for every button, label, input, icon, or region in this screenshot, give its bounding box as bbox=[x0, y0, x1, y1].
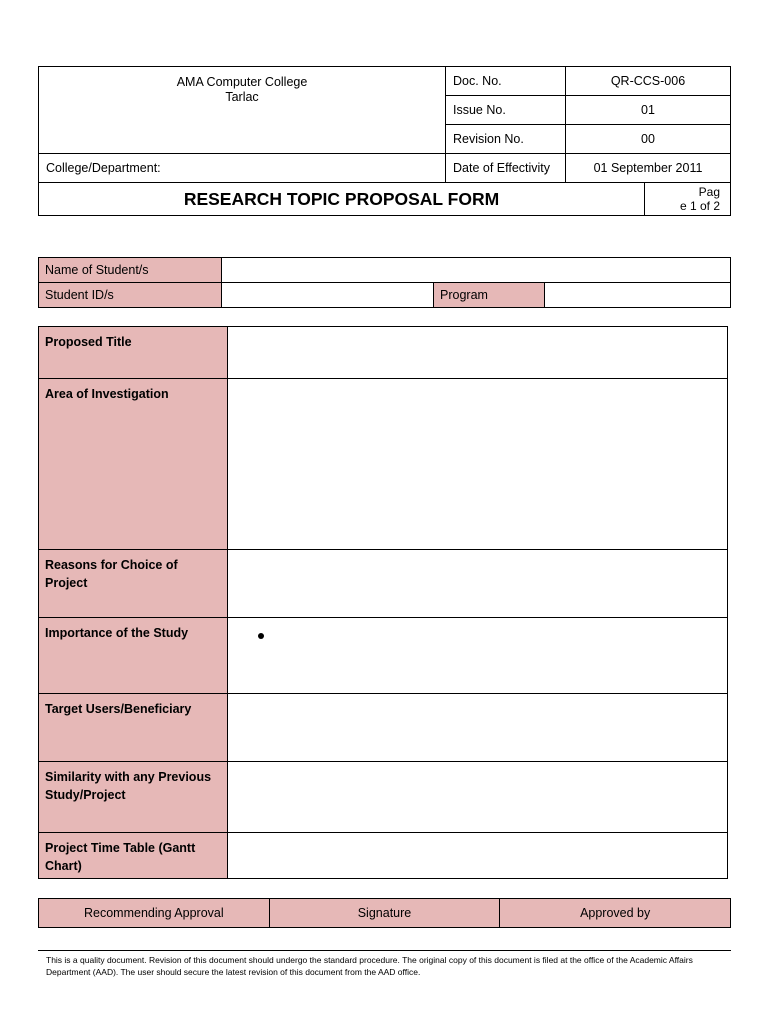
document-header bbox=[38, 66, 731, 216]
college-name: AMA Computer College bbox=[176, 75, 308, 89]
footer-divider bbox=[38, 950, 731, 951]
doc-no-value: QR-CCS-006 bbox=[566, 67, 731, 96]
project-timetable-label: Project Time Table (Gantt Chart) bbox=[39, 833, 228, 879]
importance-of-study-field[interactable] bbox=[228, 618, 728, 694]
proposed-title-label: Proposed Title bbox=[39, 327, 228, 379]
reasons-for-choice-field[interactable] bbox=[228, 550, 728, 618]
approval-table bbox=[38, 898, 731, 928]
reasons-for-choice-label: Reasons for Choice of Project bbox=[39, 550, 228, 618]
target-users-label: Target Users/Beneficiary bbox=[39, 694, 228, 762]
proposed-title-field[interactable] bbox=[228, 327, 728, 379]
page-indicator-line1: Pag bbox=[698, 185, 720, 199]
revision-no-label: Revision No. bbox=[446, 125, 566, 154]
college-location: Tarlac bbox=[225, 90, 259, 104]
similarity-previous-study-label: Similarity with any Previous Study/Project bbox=[39, 762, 228, 833]
project-timetable-field[interactable] bbox=[228, 833, 728, 879]
doc-no-label: Doc. No. bbox=[446, 67, 566, 96]
student-id-field[interactable] bbox=[222, 283, 434, 308]
student-info-table bbox=[38, 257, 731, 308]
proposal-details-table bbox=[38, 326, 728, 879]
date-effectivity-value: 01 September 2011 bbox=[566, 154, 731, 183]
program-field[interactable] bbox=[545, 283, 731, 308]
form-title: RESEARCH TOPIC PROPOSAL FORM bbox=[39, 183, 645, 216]
approved-by-label: Approved by bbox=[500, 899, 731, 928]
importance-of-study-label: Importance of the Study bbox=[39, 618, 228, 694]
similarity-previous-study-field[interactable] bbox=[228, 762, 728, 833]
footer-note: This is a quality document. Revision of this document should undergo the standard procedure. The original copy of this document is filed at the office of the Academic Affairs Department (AAD). The user should secure the latest revision of this document from the AAD office. bbox=[46, 955, 693, 977]
area-of-investigation-label: Area of Investigation bbox=[39, 379, 228, 550]
student-id-label: Student ID/s bbox=[39, 283, 222, 308]
date-effectivity-label: Date of Effectivity bbox=[446, 154, 566, 183]
signature-label: Signature bbox=[269, 899, 500, 928]
page-indicator-line2: e 1 of 2 bbox=[679, 199, 720, 213]
revision-no-value: 00 bbox=[566, 125, 731, 154]
issue-no-value: 01 bbox=[566, 96, 731, 125]
program-label: Program bbox=[434, 283, 545, 308]
student-name-field[interactable] bbox=[222, 258, 731, 283]
college-info-cell bbox=[39, 67, 446, 154]
department-field[interactable]: College/Department: bbox=[39, 154, 446, 183]
issue-no-label: Issue No. bbox=[446, 96, 566, 125]
target-users-field[interactable] bbox=[228, 694, 728, 762]
recommending-approval-label: Recommending Approval bbox=[39, 899, 270, 928]
area-of-investigation-field[interactable] bbox=[228, 379, 728, 550]
bullet-point bbox=[258, 633, 264, 639]
page-indicator bbox=[645, 183, 731, 216]
student-name-label: Name of Student/s bbox=[39, 258, 222, 283]
